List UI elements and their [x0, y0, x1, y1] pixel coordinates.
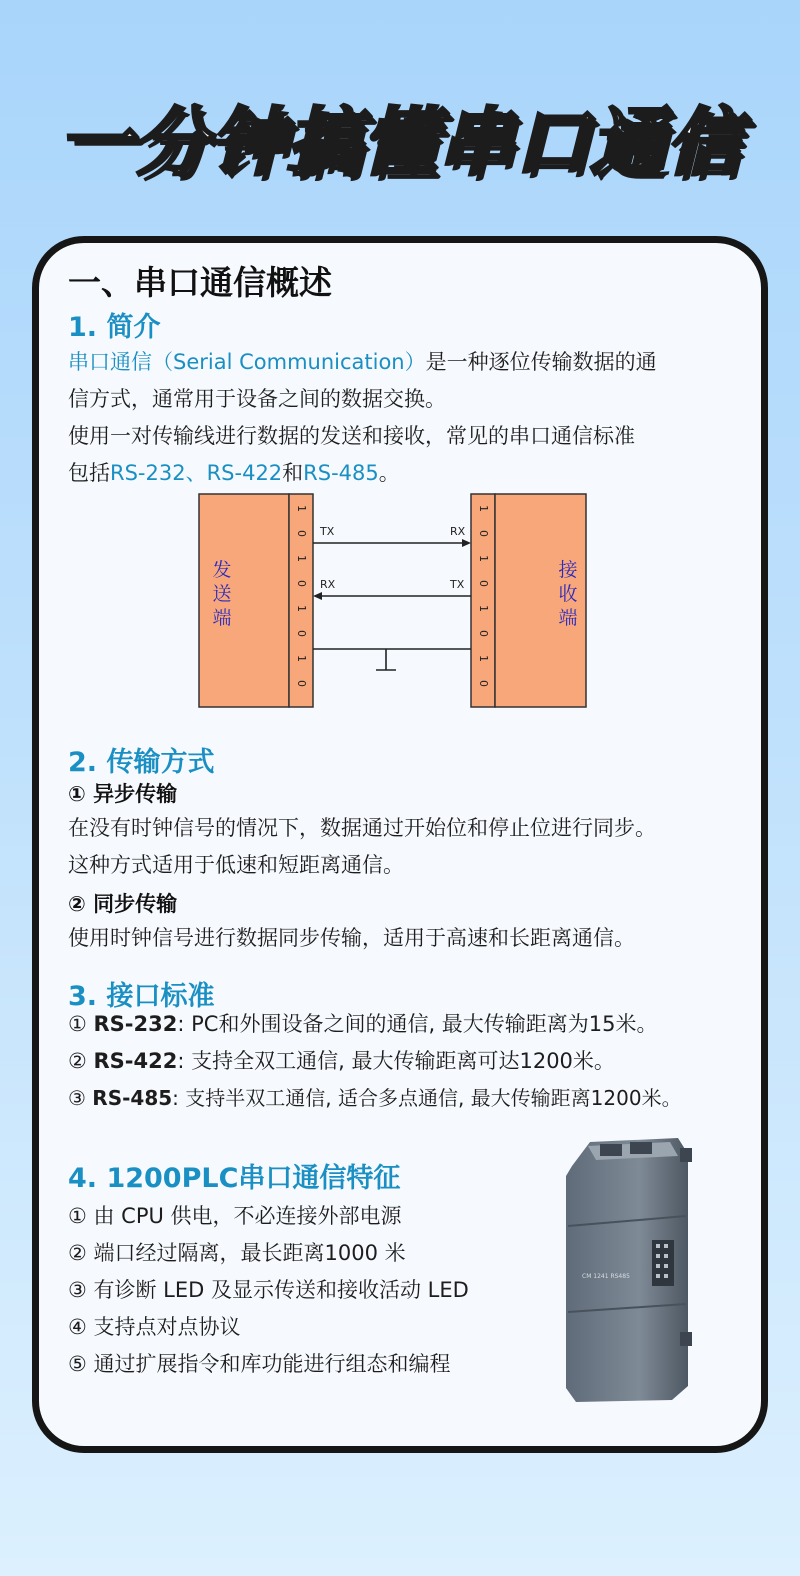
rx-arrow	[313, 592, 322, 600]
async-line1: 在没有时钟信号的情况下，数据通过开始位和停止位进行同步。	[68, 816, 656, 840]
intro-term: 串口通信（Serial Communication）	[68, 350, 426, 374]
interface-item	[68, 1006, 768, 1043]
standard-name: RS-485	[92, 1086, 173, 1110]
module-label: CM 1241 RS485	[582, 1273, 630, 1280]
sender-bit-column	[289, 494, 313, 707]
sender-bit: 0	[295, 630, 308, 637]
async-title: ① 异步传输	[68, 782, 178, 806]
tx-arrow	[462, 539, 471, 547]
sender-label-char: 端	[212, 607, 232, 629]
intro-heading: 1. 简介	[68, 312, 161, 343]
sender-label-char: 送	[212, 583, 232, 605]
receiver-bit: 1	[477, 555, 490, 562]
module-clip	[680, 1332, 692, 1346]
standard-desc: : 支持全双工通信, 最大传输距离可达1200米。	[177, 1049, 615, 1073]
item-number: ②	[68, 1049, 87, 1073]
plc-feature: ① 由 CPU 供电，不必连接外部电源	[68, 1204, 402, 1228]
sender-bit: 1	[295, 605, 308, 612]
receiver-bit: 0	[477, 630, 490, 637]
receiver-label-char: 接	[558, 559, 578, 581]
sender-bit: 1	[295, 505, 308, 512]
intro-end: 。	[378, 461, 400, 485]
intro-line1: 是一种逐位传输数据的通	[425, 350, 657, 374]
receiver-bit: 0	[477, 530, 490, 537]
intro-line4-prefix: 包括	[68, 461, 110, 485]
intro-and: 和	[282, 461, 304, 485]
standard-name: RS-232	[93, 1012, 178, 1036]
module-port-top	[600, 1144, 622, 1156]
receiver-bit: 1	[477, 605, 490, 612]
serial-diagram	[198, 493, 588, 709]
section-heading: 一、串口通信概述	[68, 263, 332, 302]
plc-heading: 4. 1200PLC串口通信特征	[68, 1163, 401, 1194]
module-port-top	[630, 1142, 652, 1154]
transfer-heading: 2. 传输方式	[68, 747, 215, 778]
receiver-label-char: 收	[558, 583, 578, 605]
module-connector	[652, 1240, 674, 1286]
plc-feature: ② 端口经过隔离，最长距离1000 米	[68, 1241, 406, 1265]
module-clip	[680, 1148, 692, 1162]
intro-rs485: RS-485	[303, 461, 379, 485]
tx-right-label: TX	[450, 578, 465, 591]
intro-line3: 使用一对传输线进行数据的发送和接收，常见的串口通信标准	[68, 424, 635, 448]
sync-line1: 使用时钟信号进行数据同步传输，适用于高速和长距离通信。	[68, 926, 635, 950]
sender-bit: 1	[295, 655, 308, 662]
receiver-label-char: 端	[558, 607, 578, 629]
rx-right-label: RX	[450, 525, 466, 538]
standard-name: RS-422	[93, 1049, 178, 1073]
sync-title: ② 同步传输	[68, 892, 178, 916]
plc-feature-list	[68, 1198, 558, 1383]
intro-line2: 信方式，通常用于设备之间的数据交换。	[68, 387, 446, 411]
tx-left-label: TX	[320, 525, 335, 538]
plc-module-image	[560, 1136, 700, 1404]
item-number: ①	[68, 1012, 87, 1036]
interface-list	[68, 1006, 768, 1117]
page-title: 一分钟搞懂串口通信	[58, 100, 742, 186]
sender-bit: 0	[295, 680, 308, 687]
item-number: ③	[68, 1086, 86, 1110]
receiver-bit: 0	[477, 580, 490, 587]
sender-bit: 0	[295, 530, 308, 537]
receiver-bit: 0	[477, 680, 490, 687]
plc-feature: ⑤ 通过扩展指令和库功能进行组态和编程	[68, 1352, 451, 1376]
standard-desc: : 支持半双工通信, 适合多点通信, 最大传输距离1200米。	[172, 1086, 682, 1110]
intro-paragraph	[68, 344, 738, 492]
async-line2: 这种方式适用于低速和短距离通信。	[68, 853, 404, 877]
standard-desc: : PC和外围设备之间的通信, 最大传输距离为15米。	[177, 1012, 658, 1036]
sender-bit: 1	[295, 555, 308, 562]
receiver-bit: 1	[477, 655, 490, 662]
receiver-bit: 1	[477, 505, 490, 512]
sender-label-char: 发	[212, 559, 232, 581]
interface-heading: 3. 接口标准	[68, 981, 215, 1012]
intro-standards: RS-232、RS-422	[110, 461, 283, 485]
plc-feature: ④ 支持点对点协议	[68, 1315, 241, 1339]
sender-bit: 0	[295, 580, 308, 587]
rx-left-label: RX	[320, 578, 336, 591]
plc-feature: ③ 有诊断 LED 及显示传送和接收活动 LED	[68, 1278, 469, 1302]
receiver-bit-column	[471, 494, 495, 707]
interface-item	[68, 1080, 768, 1117]
async-desc	[68, 810, 758, 884]
interface-item	[68, 1043, 768, 1080]
